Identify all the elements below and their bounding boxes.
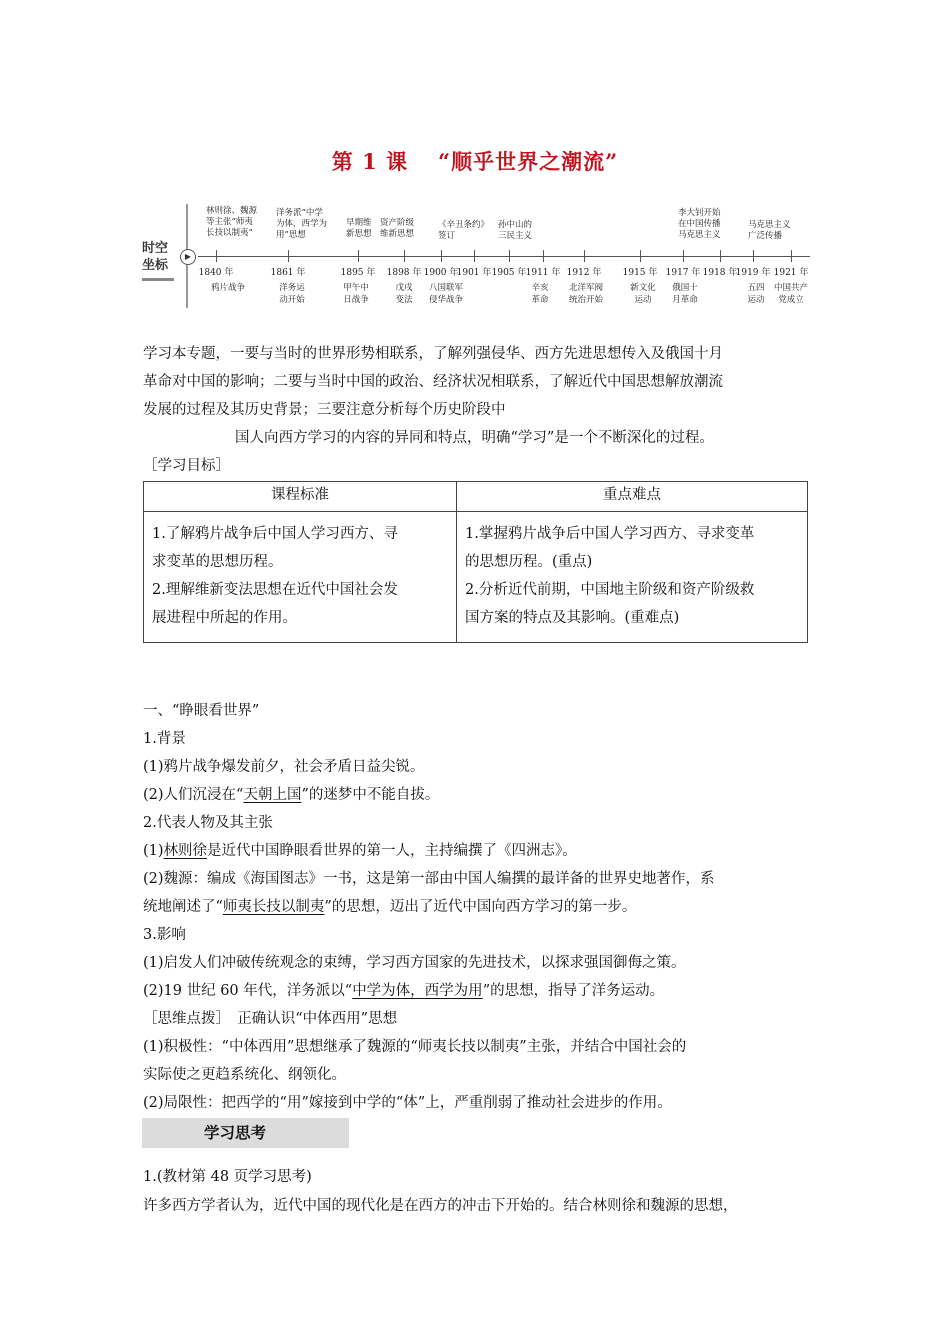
- timeline-tick: [683, 250, 684, 262]
- timeline-event-bottom: 鸦片战争: [210, 283, 246, 293]
- play-icon: ▶: [180, 249, 196, 265]
- timeline-tick: [753, 250, 754, 262]
- subheading: 3.影响: [143, 927, 186, 943]
- table-cell-keypoints: 1.掌握鸦片战争后中国人学习西方、寻求变革 的思想历程。(重点) 2.分析近代前期，中国地主阶级和资产阶级救 国方案的特点及其影响。(重难点): [457, 512, 808, 643]
- timeline-event-bottom: 八国联军 侵华战争: [428, 283, 464, 305]
- timeline-tick: [358, 250, 359, 262]
- timeline-year: 1901 年: [456, 268, 492, 278]
- timeline-tick: [543, 250, 544, 262]
- subheading: 2.代表人物及其主张: [143, 815, 273, 831]
- timeline-year: 1917 年: [665, 268, 701, 278]
- table-header: 课程标准: [144, 482, 457, 512]
- think-heading: 学习思考: [204, 1124, 267, 1142]
- table-cell-standards: 1.了解鸦片战争后中国人学习西方、寻 求变革的思想历程。 2.理解维新变法思想在近代中国社会发 展进程中所起的作用。: [144, 512, 457, 643]
- timeline-tick: [474, 250, 475, 262]
- lesson-body: 一、“睁眼看世界” 1.背景 (1)鸦片战争爆发前夕，社会矛盾日益尖锐。 (2)人们沉浸在“天朝上国”的迷梦中不能自拔。 2.代表人物及其主张 (1)林则徐是近代中国睁眼看世界的第一人，主持编撰了《四洲志》。 (2)魏源：编成《海国图志》一书，这是第一部由中国人编撰的最详备的世界史地著作，系 统地阐述了“师夷长技以制夷”的思想，迈出了近代中国向西方学习的第一步。 3.影响 (1)启发人们冲破传统观念的束缚，学习西方国家的先进技术，以探求强国御侮之策。 (2)19 世纪 60 年代，洋务派以“中学为体，西学为用”的思想，指导了洋务运动。 ［思维点拨］ 正确认识“中体西用”思想 (1)积极性：“中体西用”思想继承了魏源的“师夷长技以制夷”主张，并结合中国社会的 实际使之更趋系统化、纲领化。 (2)局限性：把西学的“用”嫁接到中学的“体”上，严重削弱了推动社会进步的作用。: [143, 697, 811, 1117]
- timeline-event-bottom: 五四 运动: [747, 283, 765, 305]
- timeline: [140, 200, 820, 312]
- intro-paragraph: 学习本专题，一要与当时的世界形势相联系，了解列强侵华、西方先进思想传入及俄国十月 革命对中国的影响；二要与当时中国的政治、经济状况相联系，了解近代中国思想解放潮流 发展的过程及其历史背景；三要注意分析每个历史阶段中 国人向西方学习的内容的异同和特点，明确“学习”是一个不断深化的过程。 ［学习目标］: [143, 340, 808, 480]
- timeline-event-top: 李大钊开始 在中国传播 马克思主义: [678, 208, 721, 240]
- timeline-event-bottom: 洋务运 动开始: [279, 283, 305, 305]
- timeline-event-top: 马克思主义 广泛传播: [748, 220, 791, 241]
- learning-goals-table: [143, 481, 808, 643]
- timeline-label-underline: [142, 278, 174, 281]
- timeline-year: 1919 年: [735, 268, 771, 278]
- timeline-tick: [584, 250, 585, 262]
- goals-label: ［学习目标］: [143, 458, 230, 474]
- timeline-axis: [198, 256, 810, 257]
- timeline-tick: [288, 250, 289, 262]
- question-number: 1.(教材第 48 页学习思考): [143, 1169, 312, 1185]
- section-heading: 一、“睁眼看世界”: [143, 703, 260, 719]
- timeline-tick: [720, 250, 721, 262]
- timeline-year: 1911 年: [525, 268, 561, 278]
- timeline-event-top: 林则徐、魏源 等主张“师夷 长技以制夷”: [206, 206, 258, 238]
- timeline-event-top: 洋务派“中学 为体，西学为 用”思想: [276, 208, 328, 240]
- think-content: [143, 1163, 815, 1221]
- timeline-year: 1905 年: [491, 268, 527, 278]
- timeline-year: 1915 年: [622, 268, 658, 278]
- subheading: 1.背景: [143, 731, 186, 747]
- key-term: 中学为体，西学为用: [352, 983, 483, 999]
- timeline-event-bottom: 甲午中 日战争: [343, 283, 369, 305]
- timeline-tick: [640, 250, 641, 262]
- timeline-event-top: 《辛丑条约》 签订: [438, 220, 490, 241]
- timeline-year: 1900 年: [423, 268, 459, 278]
- timeline-year: 1912 年: [566, 268, 602, 278]
- key-term: 师夷长技以制夷: [222, 899, 325, 915]
- timeline-tick: [216, 250, 217, 262]
- question-text: 许多西方学者认为，近代中国的现代化是在西方的冲击下开始的。结合林则徐和魏源的思想，: [143, 1198, 738, 1214]
- timeline-event-bottom: 俄国十 月革命: [672, 283, 698, 305]
- timeline-tick: [509, 250, 510, 262]
- table-header: 重点难点: [457, 482, 808, 512]
- timeline-year: 1898 年: [386, 268, 422, 278]
- timeline-year: 1840 年: [198, 268, 234, 278]
- lesson-title: [0, 146, 950, 176]
- tip-title: ［思维点拨］ 正确认识“中体西用”思想: [143, 1011, 398, 1027]
- timeline-event-bottom: 辛亥 革命: [531, 283, 549, 305]
- timeline-year: 1921 年: [773, 268, 809, 278]
- timeline-event-top: 孙中山的 三民主义: [498, 220, 533, 241]
- timeline-year: 1895 年: [340, 268, 376, 278]
- timeline-tick: [441, 250, 442, 262]
- timeline-tick: [791, 250, 792, 262]
- key-term: 天朝上国: [243, 787, 302, 803]
- timeline-event-bottom: 戊戌 变法: [395, 283, 413, 305]
- timeline-event-bottom: 新文化 运动: [630, 283, 656, 305]
- timeline-label: 时空 坐标: [142, 241, 169, 273]
- timeline-event-bottom: 中国共产 党成立: [773, 283, 809, 305]
- timeline-event-top: 早期维 新思想: [346, 218, 372, 239]
- key-term: 林则徐: [163, 843, 208, 859]
- think-section-bar: [142, 1118, 349, 1148]
- timeline-year: 1861 年: [270, 268, 306, 278]
- timeline-event-bottom: 北洋军阀 统治开始: [568, 283, 604, 305]
- timeline-event-top: 资产阶级 维新思想: [380, 218, 415, 239]
- lesson-number: 第 1 课: [331, 149, 409, 174]
- timeline-year: 1918 年: [702, 268, 738, 278]
- lesson-name: “顺乎世界之潮流”: [438, 149, 619, 174]
- timeline-tick: [404, 250, 405, 262]
